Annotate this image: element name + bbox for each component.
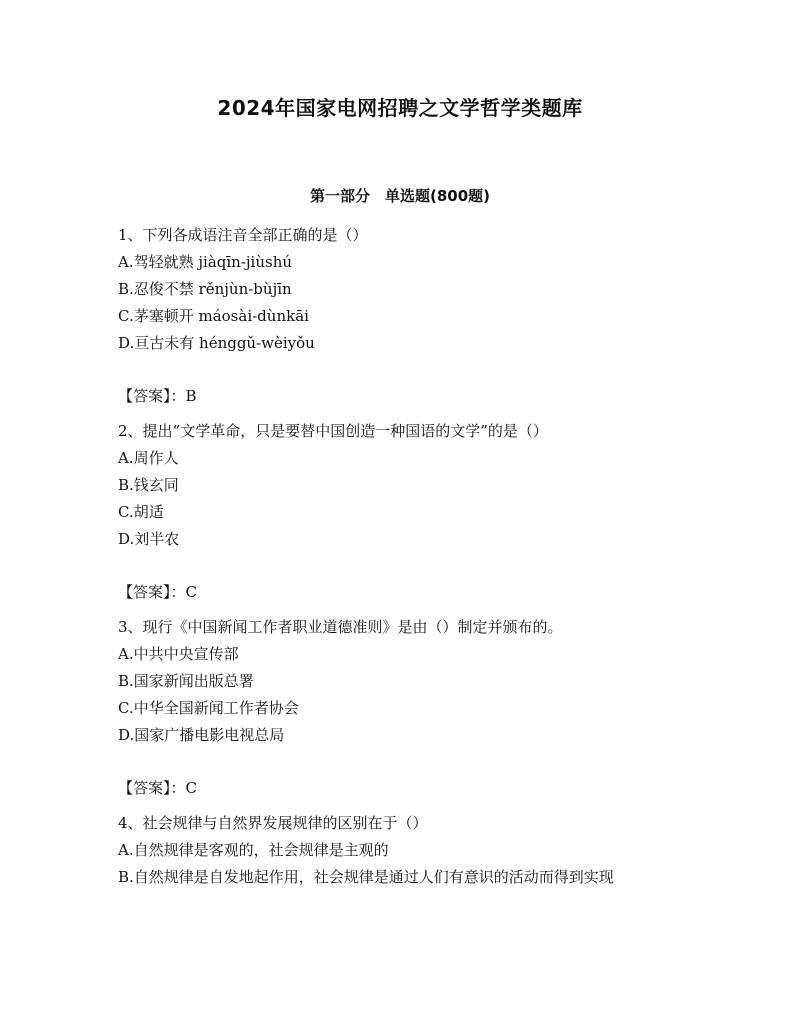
option-list <box>118 445 678 553</box>
answer-label: 【答案】：B <box>118 387 197 405</box>
question-2 <box>118 418 678 606</box>
option-list <box>118 837 678 891</box>
option-c: C.胡适 <box>118 503 164 521</box>
option-d: D.亘古未有 hénggǔ-wèiyǒu <box>118 334 315 352</box>
option-a: A.周作人 <box>118 449 179 467</box>
option-a: A.自然规律是客观的，社会规律是主观的 <box>118 841 389 859</box>
option-c: C.中华全国新闻工作者协会 <box>118 699 299 717</box>
option-d: D.国家广播电影电视总局 <box>118 726 285 744</box>
question-stem: 3、现行《中国新闻工作者职业道德准则》是由（）制定并颁布的。 <box>118 618 563 636</box>
answer-label: 【答案】：C <box>118 583 197 601</box>
option-a: A.驾轻就熟 jiàqīn-jiùshú <box>118 253 293 271</box>
page-title: 2024年国家电网招聘之文学哲学类题库 <box>217 96 583 120</box>
option-b: B.钱玄同 <box>118 476 179 494</box>
question-1 <box>118 222 678 410</box>
option-d: D.刘半农 <box>118 530 180 548</box>
option-b: B.国家新闻出版总署 <box>118 672 254 690</box>
question-stem: 2、提出“文学革命，只是要替中国创造一种国语的文学”的是（） <box>118 422 548 440</box>
section-title: 第一部分 单选题(800题) <box>309 187 491 205</box>
question-list <box>118 222 678 891</box>
question-stem: 4、社会规律与自然界发展规律的区别在于（） <box>118 814 428 832</box>
answer-label: 【答案】：C <box>118 779 197 797</box>
option-c: C.茅塞顿开 máosài-dùnkāi <box>118 307 309 325</box>
option-list <box>118 249 678 357</box>
option-b: B.自然规律是自发地起作用，社会规律是通过人们有意识的活动而得到实现 <box>118 868 614 886</box>
option-list <box>118 641 678 749</box>
question-stem: 1、下列各成语注音全部正确的是（） <box>118 226 368 244</box>
option-a: A.中共中央宣传部 <box>118 645 239 663</box>
question-4 <box>118 810 678 891</box>
question-3 <box>118 614 678 802</box>
option-b: B.忍俊不禁 rěnjùn-bùjīn <box>118 280 292 298</box>
